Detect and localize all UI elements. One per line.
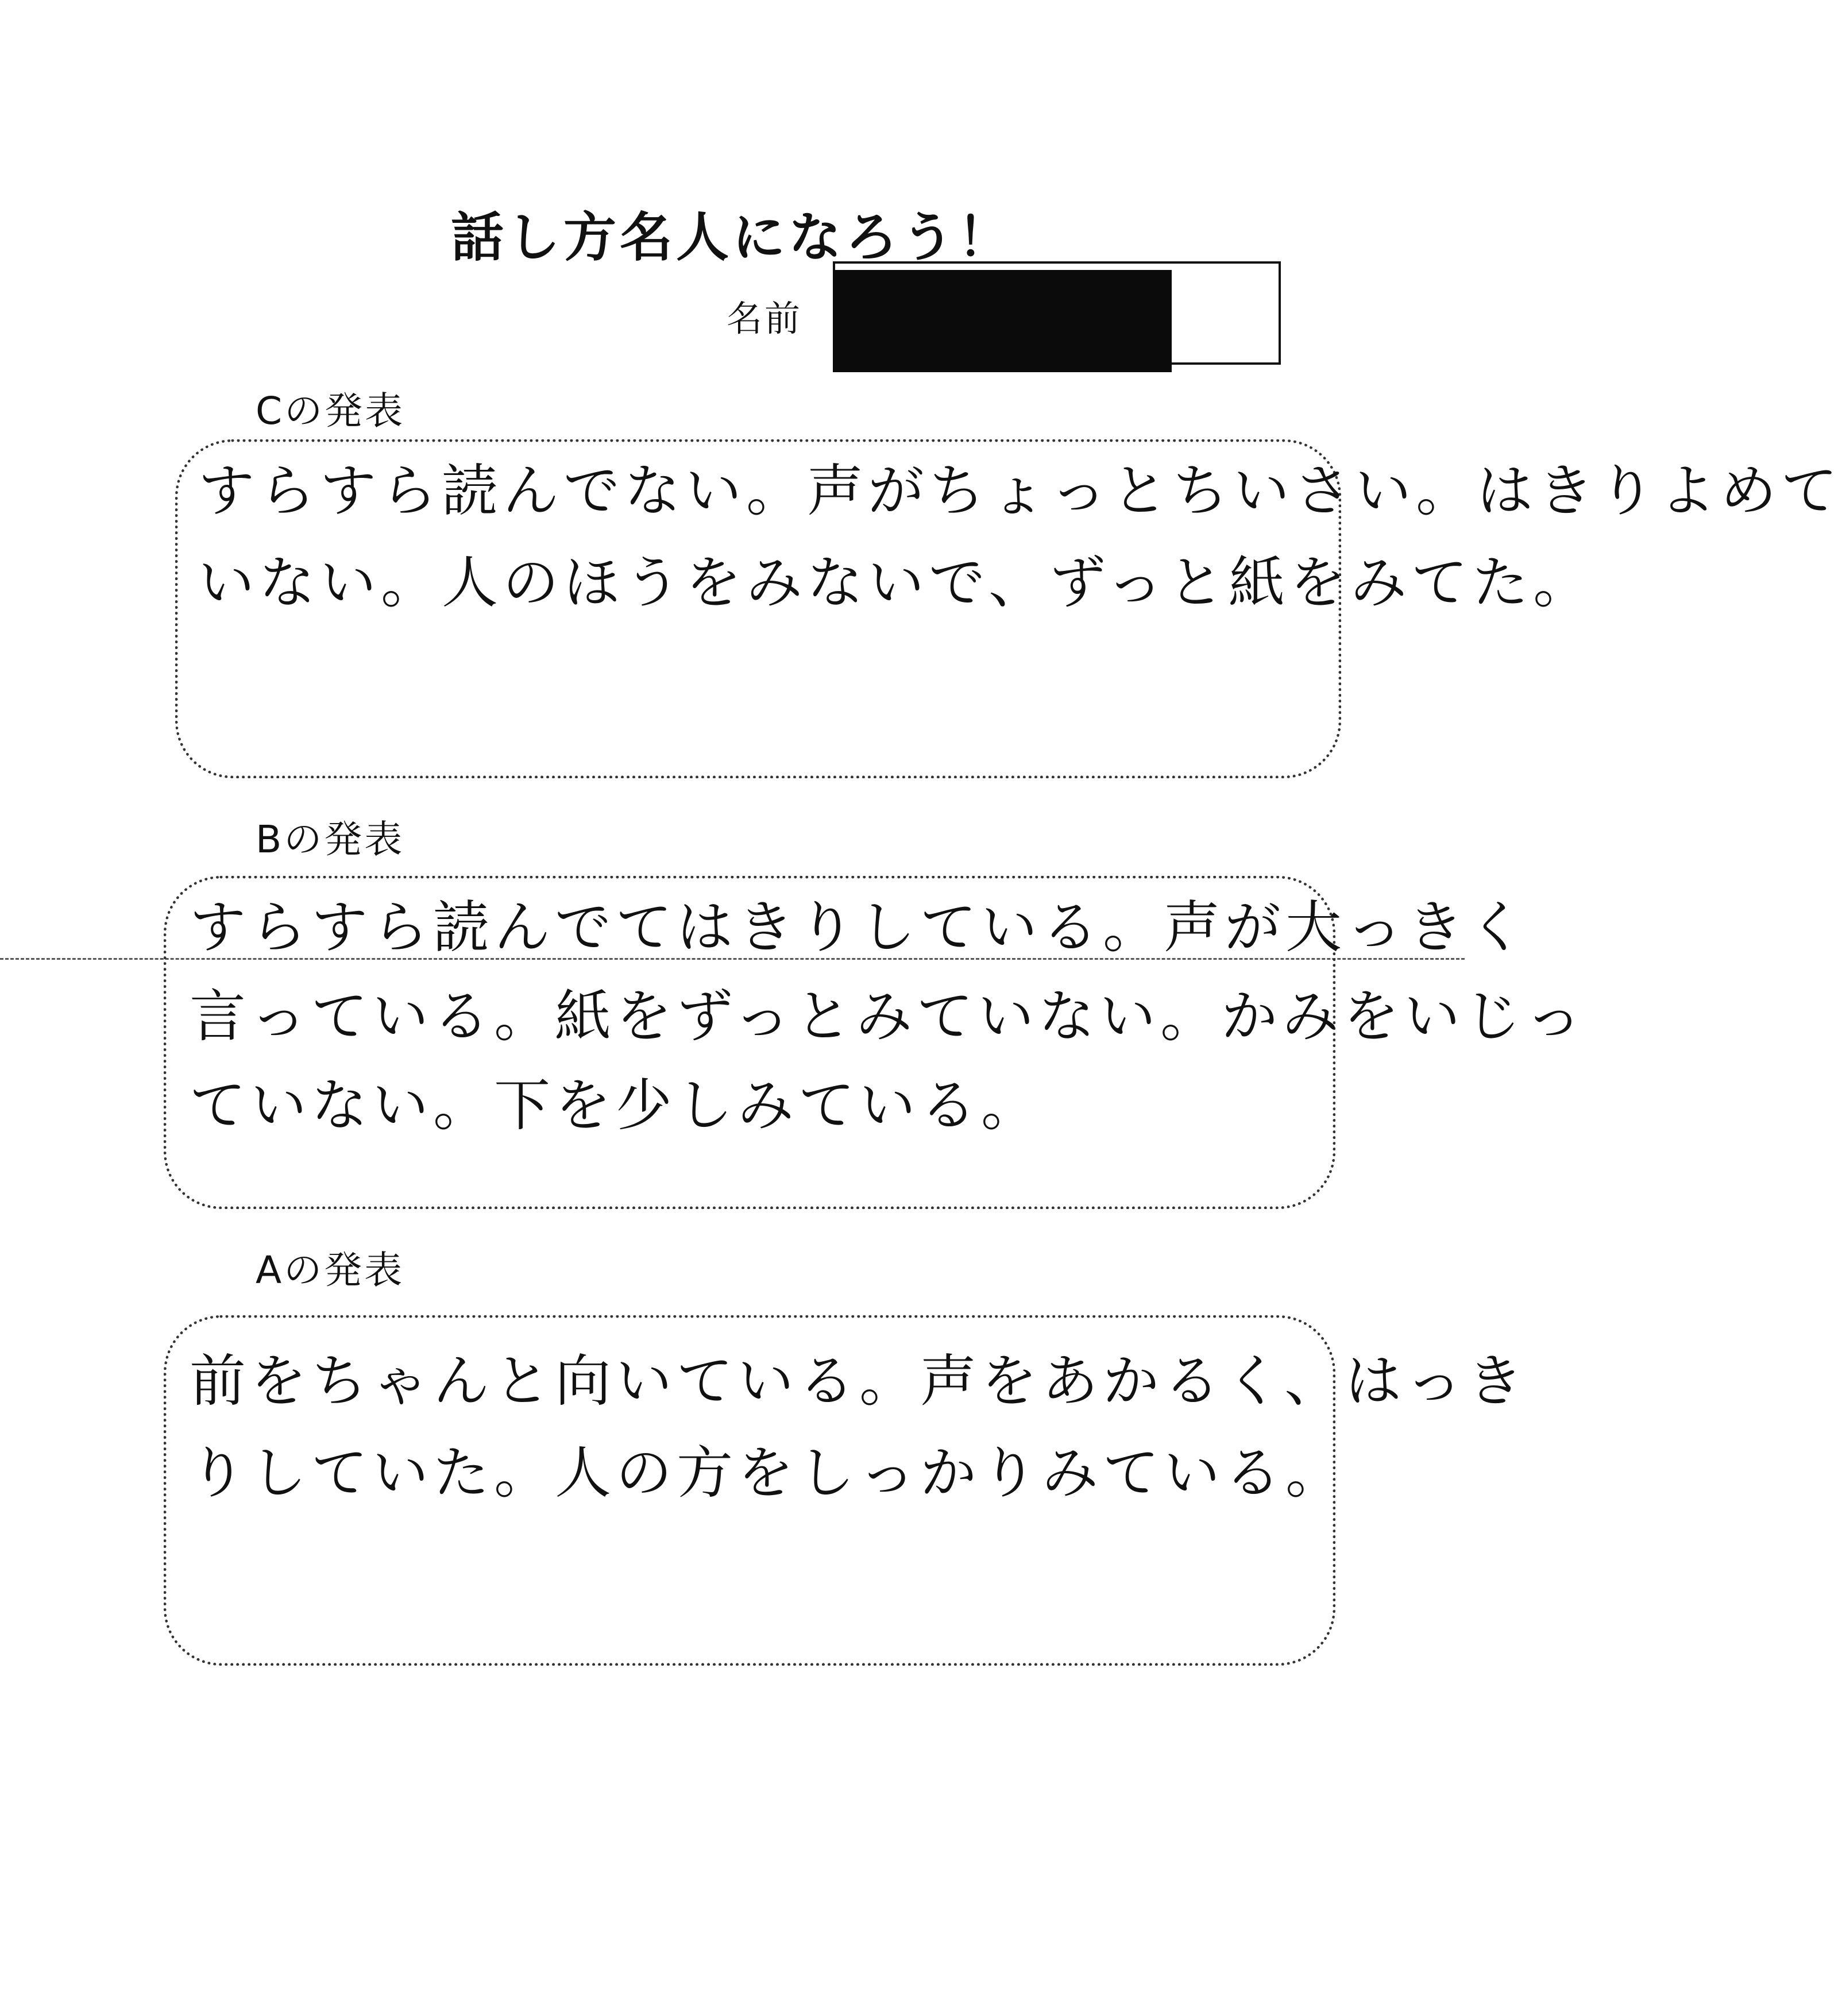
section-b-line-3: ていない。下を少しみている。 [190, 1073, 1042, 1138]
section-a-label: Aの発表 [256, 1248, 405, 1292]
section-a-line-1: 前をちゃんと向いている。声をあかるく、はっき [190, 1349, 1528, 1414]
section-b-line-2: 言っている。紙をずっとみていない。かみをいじっ [190, 984, 1587, 1049]
section-b-line-1: すらすら読んでてはきりしている。声が大っきく [190, 895, 1530, 960]
worksheet-title: 話し方名人になろう！ [450, 207, 1014, 268]
name-label: 名前 [727, 298, 803, 339]
section-a-line-2: りしていた。人の方をしっかりみている。 [190, 1440, 1347, 1506]
section-c-line-1: すらすら読んでない。声がちょっとちいさい。はきりよめて [198, 458, 1842, 524]
section-c-line-2: いない。人のほうをみないで、ずっと紙をみてた。 [198, 550, 1594, 616]
section-c-label: Cの発表 [256, 389, 406, 433]
section-b-label: Bの発表 [256, 817, 405, 862]
name-redaction [833, 270, 1172, 372]
